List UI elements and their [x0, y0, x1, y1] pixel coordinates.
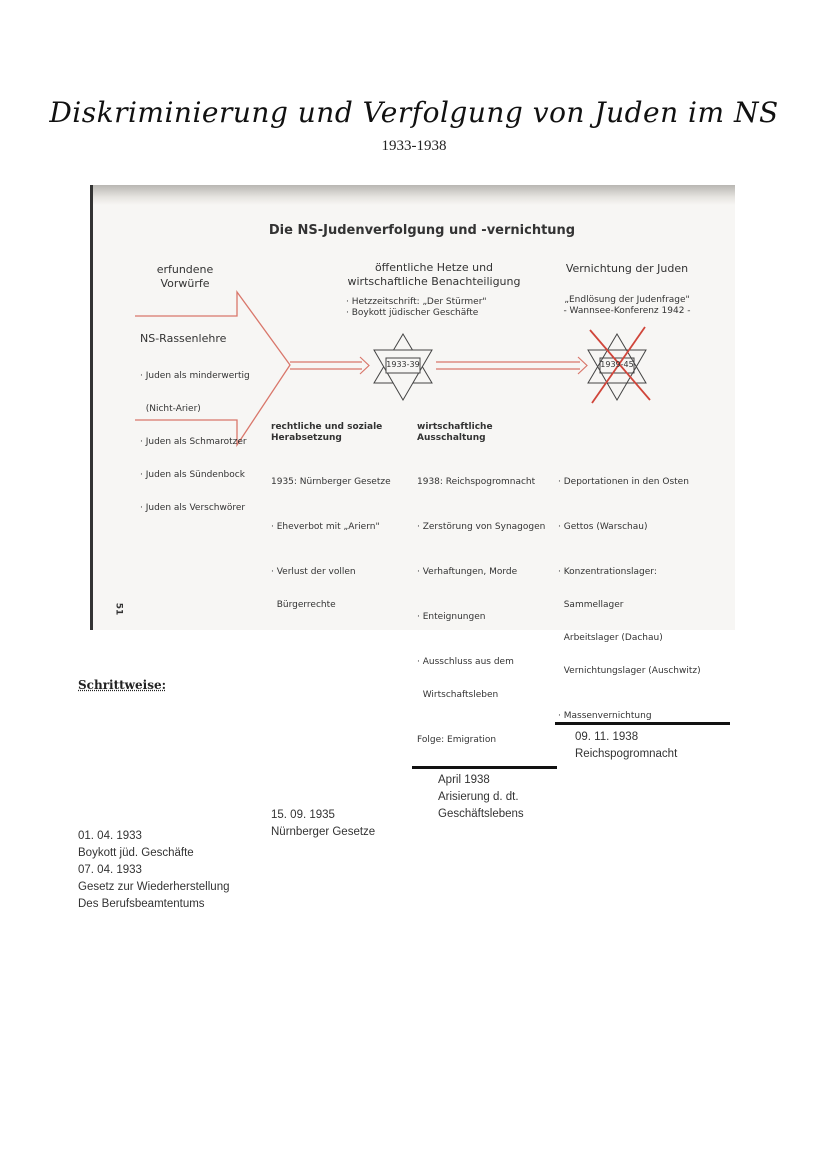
list-item: · Verlust der vollen — [271, 567, 356, 577]
list-item: Arbeitslager (Dachau) — [558, 633, 663, 643]
timeline-entry — [575, 729, 677, 763]
page-title: Diskriminierung und Verfolgung von Juden im NS — [49, 96, 779, 129]
entry-text: Nürnberger Gesetze — [271, 826, 376, 838]
timeline-entry — [438, 772, 524, 823]
entry-text: Boykott jüd. Geschäfte — [78, 847, 194, 859]
heading-line: Herabsetzung — [271, 433, 342, 443]
left-heading-line: erfundene — [156, 263, 214, 276]
middle-heading-line: wirtschaftliche Benachteiligung — [347, 275, 521, 288]
list-item: Vernichtungslager (Auschwitz) — [558, 666, 701, 676]
list-item: · Massenvernichtung — [558, 711, 652, 721]
left-heading — [135, 263, 235, 291]
right-heading: Vernichtung der Juden — [565, 262, 689, 275]
middle-heading-line: öffentliche Hetze und — [374, 261, 494, 274]
list-item: · Juden als Sündenbock — [140, 470, 245, 480]
timeline-step-line — [555, 722, 730, 725]
entry-date: 07. 04. 1933 — [78, 864, 142, 876]
col1-heading — [271, 422, 382, 444]
col1-list — [271, 455, 391, 633]
list-item: · Konzentrationslager: — [558, 567, 657, 577]
timeline-step-line — [412, 766, 557, 769]
list-item: · Juden als Schmarotzer — [140, 437, 247, 447]
list-item: · Juden als minderwertig — [140, 371, 250, 381]
star1-label: 1933-39 — [386, 360, 420, 369]
list-item: Bürgerrechte — [271, 600, 336, 610]
col2-list — [417, 455, 545, 768]
entry-date: 01. 04. 1933 — [78, 830, 142, 842]
list-item: · Enteignungen — [417, 612, 486, 622]
list-item: Wirtschaftsleben — [417, 690, 499, 700]
page-subtitle: 1933-1938 — [381, 138, 447, 154]
timeline-entry — [78, 828, 229, 913]
rassenlehre-heading: NS-Rassenlehre — [140, 332, 227, 345]
entry-text: Des Berufsbeamtentums — [78, 898, 205, 910]
list-item: Folge: Emigration — [417, 735, 497, 745]
entry-date: 09. 11. 1938 — [575, 731, 639, 743]
list-item: - Wannsee-Konferenz 1942 - — [563, 306, 691, 316]
entry-text: Gesetz zur Wiederherstellung — [78, 881, 230, 893]
list-item: Sammellager — [558, 600, 624, 610]
page-number: 51 — [113, 602, 124, 616]
left-heading-line: Vorwürfe — [160, 277, 210, 290]
list-item: · Juden als Verschwörer — [140, 503, 246, 513]
rassenlehre-list — [140, 349, 250, 536]
entry-text: Arisierung d. dt. — [438, 791, 519, 803]
entry-date: April 1938 — [438, 774, 490, 786]
right-list — [527, 295, 727, 317]
star2-label: 1939-45 — [600, 360, 634, 369]
entry-date: 15. 09. 1935 — [271, 809, 335, 821]
middle-heading — [314, 261, 554, 289]
heading-line: wirtschaftliche — [417, 422, 493, 432]
timeline-entry — [271, 807, 375, 841]
entry-text: Geschäftslebens — [438, 808, 524, 820]
list-item: · Deportationen in den Osten — [558, 477, 689, 487]
list-item: · Verhaftungen, Morde — [417, 567, 518, 577]
timeline-heading: Schrittweise: — [78, 678, 167, 692]
list-item: 1935: Nürnberger Gesetze — [271, 477, 391, 487]
list-item: · Gettos (Warschau) — [558, 522, 648, 532]
list-item: · Eheverbot mit „Ariern" — [271, 522, 380, 532]
list-item: (Nicht-Arier) — [140, 404, 201, 414]
heading-line: rechtliche und soziale — [271, 422, 383, 432]
list-item: 1938: Reichspogromnacht — [417, 477, 536, 487]
heading-line: Ausschaltung — [417, 433, 486, 443]
diagram-title: Die NS-Judenverfolgung und -vernichtung — [268, 223, 576, 238]
list-item: · Hetzzeitschrift: „Der Stürmer" — [346, 297, 487, 307]
list-item: „Endlösung der Judenfrage" — [564, 295, 690, 305]
double-arrow-icon — [290, 357, 587, 374]
col3-list — [558, 455, 701, 744]
middle-list — [346, 297, 487, 319]
list-item: · Zerstörung von Synagogen — [417, 522, 546, 532]
entry-text: Reichspogromnacht — [575, 748, 678, 760]
col2-heading — [417, 422, 493, 444]
list-item: · Ausschluss aus dem — [417, 657, 514, 667]
list-item: · Boykott jüdischer Geschäfte — [346, 308, 479, 318]
